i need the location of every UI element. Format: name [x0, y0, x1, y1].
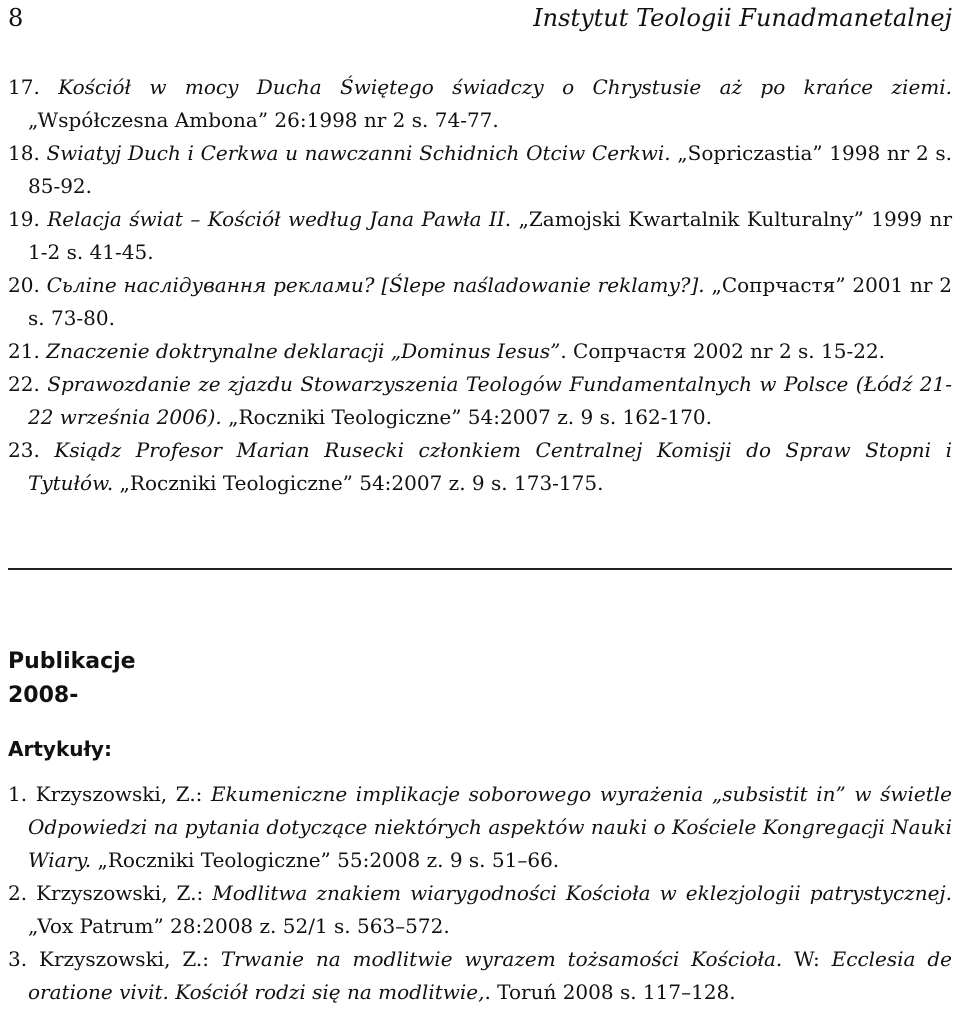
document-page: [8, 0, 953, 1004]
item-source: „Vox Patrum” 28:2008 z. 52/1 s. 563–572.: [28, 914, 450, 938]
item-title: Znaczenie doktrynalne deklaracji „Dominus Iesus”.: [46, 339, 567, 363]
item-number: 19.: [8, 207, 40, 231]
item-number: 1.: [8, 782, 28, 806]
item-source: „Roczniki Teologiczne” 54:2007 z. 9 s. 162-170.: [221, 405, 713, 429]
item-title: Trwanie na modlitwie wyrazem tożsamości Kościoła.: [220, 947, 783, 971]
subsection-heading: Artykuły:: [8, 737, 112, 761]
item-title: Sprawozdanie ze zjazdu Stowarzyszenia Teologów Fundamentalnych w Polsce (Łódź 21-22 września 2006).: [28, 372, 952, 429]
page-header: [8, 0, 952, 44]
list-item: [8, 269, 952, 335]
list-item: [8, 778, 952, 877]
item-number: 3.: [8, 947, 28, 971]
list-item: [8, 877, 952, 943]
item-source: „Roczniki Teologiczne” 55:2008 z. 9 s. 51–66.: [91, 848, 560, 872]
item-source: „Współczesna Ambona” 26:1998 nr 2 s. 74-77.: [28, 108, 499, 132]
item-author: Krzyszowski, Z.:: [36, 881, 204, 905]
item-title: Relacja świat – Kościół według Jana Pawła II.: [47, 207, 512, 231]
item-in-prefix: W:: [782, 947, 832, 971]
item-title: Сьліпе наслідування реклами? [Ślepe naśladowanie reklamy?].: [46, 273, 705, 297]
list-item: [8, 335, 952, 368]
list-item: [8, 203, 952, 269]
item-author: Krzyszowski, Z.:: [35, 782, 203, 806]
item-title: Ekumeniczne implikacje soborowego wyrażenia „subsistit in” w świetle Odpowiedzi na pytania dotyczące niektórych aspektów nauki o Kościele Kongregacji Nauki Wiary.: [28, 782, 953, 872]
list-item: [8, 943, 952, 1009]
item-number: 18.: [8, 141, 40, 165]
section-heading: [8, 645, 136, 713]
item-source: „Roczniki Teologiczne” 54:2007 z. 9 s. 173-175.: [113, 471, 604, 495]
horizontal-rule: [8, 568, 952, 570]
running-title: Instytut Teologii Funadmanetalnej: [533, 4, 952, 32]
item-number: 23.: [8, 438, 40, 462]
item-source: . Toruń 2008 s. 117–128.: [484, 980, 736, 1004]
item-source: „Сопрчастя” 2001 nr 2 s. 73-80.: [28, 273, 952, 330]
item-title: Modlitwa znakiem wiarygodności Kościoła w eklezjologii patrystycznej.: [212, 881, 952, 905]
item-source: „Sopriczastia” 1998 nr 2 s. 85-92.: [28, 141, 952, 198]
list-item: [8, 137, 952, 203]
item-source: Сопрчастя 2002 nr 2 s. 15-22.: [566, 339, 886, 363]
item-number: 22.: [8, 372, 40, 396]
item-title: Swiatyj Duch i Cerkwa u nawczanni Schidnich Otciw Cerkwi.: [46, 141, 671, 165]
section-heading-line2: 2008-: [8, 683, 79, 708]
page-number: 8: [8, 4, 24, 32]
item-title: Ksiądz Profesor Marian Rusecki członkiem Centralnej Komisji do Spraw Stopni i Tytułów.: [28, 438, 953, 495]
publication-list-2008: [8, 778, 952, 1009]
item-number: 21.: [8, 339, 40, 363]
list-item: [8, 368, 952, 434]
item-number: 2.: [8, 881, 28, 905]
publication-list-earlier: [8, 71, 952, 500]
section-heading-line1: Publikacje: [8, 649, 136, 674]
item-book-title: Ecclesia de oratione vivit. Kościół rodzi się na modlitwie,: [28, 947, 952, 1004]
item-number: 20.: [8, 273, 40, 297]
list-item: [8, 71, 952, 137]
item-author: Krzyszowski, Z.:: [39, 947, 209, 971]
item-title: Kościół w mocy Ducha Świętego świadczy o Chrystusie aż po krańce ziemi.: [58, 75, 953, 99]
item-source: „Zamojski Kwartalnik Kulturalny” 1999 nr 1-2 s. 41-45.: [28, 207, 953, 264]
item-number: 17.: [8, 75, 40, 99]
list-item: [8, 434, 952, 500]
